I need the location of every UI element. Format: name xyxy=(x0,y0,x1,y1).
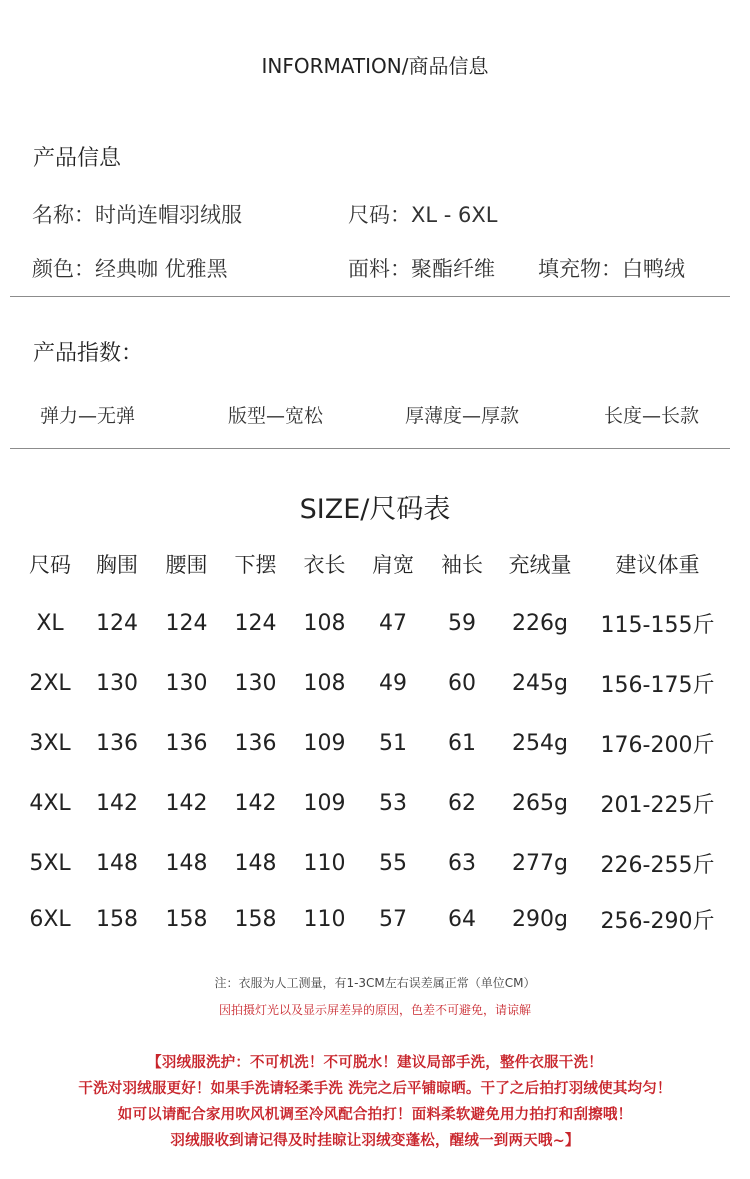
table-header-row xyxy=(18,535,732,593)
cell-down-fill: 265g xyxy=(512,790,568,816)
cell-weight: 115-155斤 xyxy=(600,612,715,638)
cell-sleeve: 64 xyxy=(448,906,476,932)
cell-down-fill: 290g xyxy=(512,906,568,932)
header-shoulder: 肩宽 xyxy=(372,553,414,577)
cell-size: 4XL xyxy=(29,790,71,816)
cell-weight: 226-255斤 xyxy=(600,852,715,878)
care-instruction-line: 羽绒服收到请记得及时挂晾让羽绒变蓬松，醒绒一到两天哦~】 xyxy=(170,1133,580,1149)
cell-down-fill: 254g xyxy=(512,730,568,756)
cell-size: 2XL xyxy=(29,670,71,696)
cell-chest: 158 xyxy=(96,906,138,932)
cell-length: 109 xyxy=(303,790,346,816)
cell-waist: 124 xyxy=(165,610,208,636)
cell-shoulder: 51 xyxy=(379,730,407,756)
cell-length: 110 xyxy=(303,850,346,876)
header-suggested-weight: 建议体重 xyxy=(615,553,700,577)
table-row xyxy=(18,593,732,653)
header-sleeve: 袖长 xyxy=(441,553,483,577)
size-table xyxy=(18,535,732,945)
section-divider xyxy=(10,448,730,449)
table-row xyxy=(18,893,732,945)
product-info-title: 产品信息 xyxy=(33,146,122,171)
header-waist: 腰围 xyxy=(165,553,208,577)
cell-down-fill: 226g xyxy=(512,610,568,636)
header-chest: 胸围 xyxy=(96,553,138,577)
cell-hem: 124 xyxy=(234,610,277,636)
product-name: 名称：时尚连帽羽绒服 xyxy=(32,203,242,227)
cell-size: 5XL xyxy=(29,850,71,876)
product-color: 颜色：经典咖 优雅黑 xyxy=(32,257,228,281)
cell-sleeve: 59 xyxy=(448,610,476,636)
cell-waist: 158 xyxy=(165,906,208,932)
color-difference-note: 因拍摄灯光以及显示屏差异的原因，色差不可避免，请谅解 xyxy=(218,1003,531,1017)
index-item-elasticity: 弹力—无弹 xyxy=(40,405,136,427)
cell-chest: 130 xyxy=(96,670,138,696)
table-row xyxy=(18,833,732,893)
cell-weight: 176-200斤 xyxy=(600,732,715,758)
care-instruction-line: 【羽绒服洗护：不可机洗！不可脱水！建议局部手洗，整件衣服干洗！ xyxy=(147,1055,603,1071)
cell-hem: 142 xyxy=(234,790,277,816)
cell-shoulder: 47 xyxy=(379,610,407,636)
header-down-fill: 充绒量 xyxy=(508,553,572,577)
cell-length: 109 xyxy=(303,730,346,756)
cell-shoulder: 57 xyxy=(379,906,407,932)
cell-hem: 136 xyxy=(234,730,277,756)
cell-length: 110 xyxy=(303,906,346,932)
table-row xyxy=(18,713,732,773)
index-item-fit: 版型—宽松 xyxy=(228,405,324,427)
cell-chest: 124 xyxy=(96,610,138,636)
cell-sleeve: 61 xyxy=(448,730,476,756)
cell-chest: 136 xyxy=(96,730,138,756)
cell-length: 108 xyxy=(303,610,346,636)
cell-length: 108 xyxy=(303,670,346,696)
cell-shoulder: 49 xyxy=(379,670,407,696)
cell-waist: 148 xyxy=(165,850,208,876)
cell-sleeve: 63 xyxy=(448,850,476,876)
cell-sleeve: 60 xyxy=(448,670,476,696)
header-hem: 下摆 xyxy=(234,553,277,577)
cell-chest: 142 xyxy=(96,790,138,816)
care-instruction-line: 干洗对羽绒服更好！如果手洗请轻柔手洗 洗完之后平铺晾晒。干了之后拍打羽绒使其均匀！ xyxy=(78,1081,672,1097)
product-index-title: 产品指数： xyxy=(33,341,144,366)
size-chart-title: SIZE/尺码表 xyxy=(299,494,451,525)
table-row xyxy=(18,653,732,713)
table-row xyxy=(18,773,732,833)
index-item-length: 长度—长款 xyxy=(604,405,700,427)
cell-shoulder: 55 xyxy=(379,850,407,876)
cell-weight: 156-175斤 xyxy=(600,672,715,698)
cell-hem: 130 xyxy=(234,670,277,696)
measurement-note: 注：衣服为人工测量，有1-3CM左右误差属正常（单位CM） xyxy=(214,976,536,990)
cell-waist: 142 xyxy=(165,790,208,816)
cell-size: 6XL xyxy=(29,906,71,932)
cell-hem: 158 xyxy=(234,906,277,932)
cell-size: 3XL xyxy=(29,730,71,756)
cell-size: XL xyxy=(36,610,64,636)
cell-down-fill: 245g xyxy=(512,670,568,696)
product-size-range: 尺码：XL - 6XL xyxy=(348,203,498,227)
care-instruction-line: 如可以请配合家用吹风机调至冷风配合拍打！面料柔软避免用力拍打和刮擦哦！ xyxy=(117,1107,633,1123)
page-header-title: INFORMATION/商品信息 xyxy=(261,54,489,78)
cell-shoulder: 53 xyxy=(379,790,407,816)
product-filling: 填充物：白鸭绒 xyxy=(538,257,685,281)
section-divider xyxy=(10,296,730,297)
cell-waist: 130 xyxy=(165,670,208,696)
cell-down-fill: 277g xyxy=(512,850,568,876)
cell-chest: 148 xyxy=(96,850,138,876)
header-length: 衣长 xyxy=(303,553,346,577)
cell-weight: 201-225斤 xyxy=(600,792,715,818)
cell-hem: 148 xyxy=(234,850,277,876)
cell-weight: 256-290斤 xyxy=(600,908,715,934)
product-fabric: 面料：聚酯纤维 xyxy=(348,257,495,281)
cell-waist: 136 xyxy=(165,730,208,756)
header-size: 尺码 xyxy=(29,553,71,577)
index-item-thickness: 厚薄度—厚款 xyxy=(405,405,520,427)
cell-sleeve: 62 xyxy=(448,790,476,816)
